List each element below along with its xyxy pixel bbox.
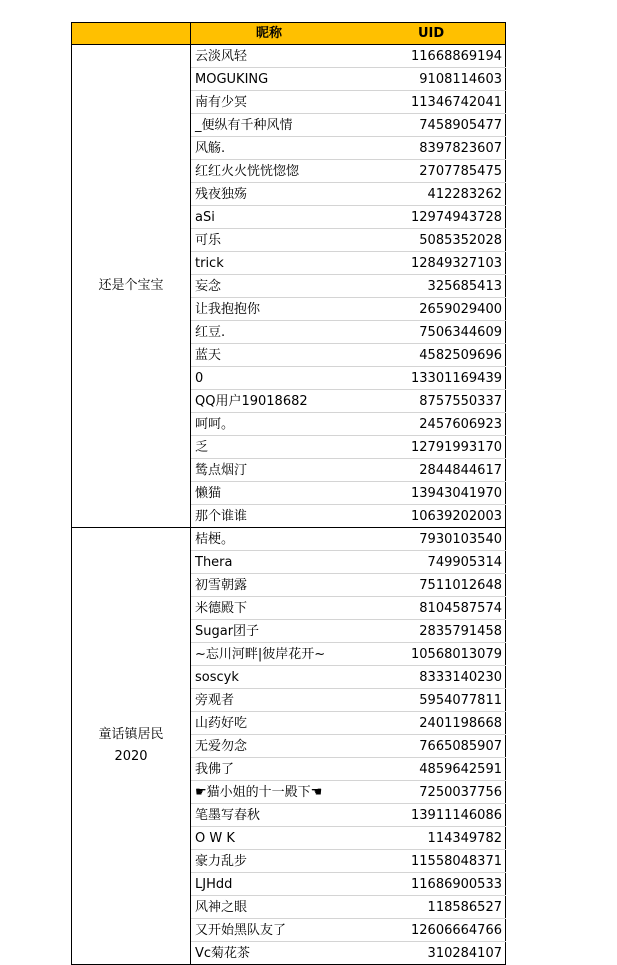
nickname-cell: 蓝天 <box>191 344 376 367</box>
nickname-cell: 红豆. <box>191 321 376 344</box>
uid-cell: 7250037756 <box>375 781 506 804</box>
uid-cell: 7930103540 <box>375 528 506 551</box>
nickname-cell: 初雪朝露 <box>191 574 376 597</box>
nickname-cell: 我佛了 <box>191 758 376 781</box>
uid-cell: 2401198668 <box>375 712 506 735</box>
uid-cell: 2707785475 <box>375 160 506 183</box>
nickname-cell: 鸶点烟汀 <box>191 459 376 482</box>
uid-cell: 13943041970 <box>375 482 506 505</box>
table-row <box>72 528 506 551</box>
nickname-cell: 云淡风轻 <box>191 45 376 68</box>
nickname-cell: QQ用户19018682 <box>191 390 376 413</box>
nickname-cell: 南有少冥 <box>191 91 376 114</box>
uid-cell: 5085352028 <box>375 229 506 252</box>
uid-cell: 8333140230 <box>375 666 506 689</box>
nickname-cell: 米德殿下 <box>191 597 376 620</box>
uid-cell: 2835791458 <box>375 620 506 643</box>
nickname-cell: 0 <box>191 367 376 390</box>
nickname-cell: ~忘川河畔|彼岸花开~ <box>191 643 376 666</box>
uid-cell: 13301169439 <box>375 367 506 390</box>
uid-cell: 10568013079 <box>375 643 506 666</box>
header-group-cell <box>72 23 191 45</box>
nickname-cell: 那个谁谁 <box>191 505 376 528</box>
uid-cell: 7665085907 <box>375 735 506 758</box>
uid-cell: 118586527 <box>375 896 506 919</box>
uid-cell: 11686900533 <box>375 873 506 896</box>
uid-cell: 11668869194 <box>375 45 506 68</box>
table-body <box>72 23 506 965</box>
uid-cell: 12974943728 <box>375 206 506 229</box>
uid-cell: 412283262 <box>375 183 506 206</box>
uid-cell: 114349782 <box>375 827 506 850</box>
nickname-cell: 无爱勿念 <box>191 735 376 758</box>
uid-cell: 7458905477 <box>375 114 506 137</box>
nickname-cell: MOGUKING <box>191 68 376 91</box>
uid-cell: 11346742041 <box>375 91 506 114</box>
group-name-cell <box>72 45 191 528</box>
uid-cell: 12791993170 <box>375 436 506 459</box>
uid-cell: 749905314 <box>375 551 506 574</box>
uid-cell: 7511012648 <box>375 574 506 597</box>
nickname-cell: O W K <box>191 827 376 850</box>
nickname-cell: 呵呵。 <box>191 413 376 436</box>
nickname-cell: 乏 <box>191 436 376 459</box>
uid-cell: 9108114603 <box>375 68 506 91</box>
uid-cell: 12606664766 <box>375 919 506 942</box>
nickname-cell: Vc菊花茶 <box>191 942 376 965</box>
uid-cell: 8104587574 <box>375 597 506 620</box>
nickname-cell: _便纵有千种风情 <box>191 114 376 137</box>
table-row <box>72 45 506 68</box>
nickname-cell: 又开始黑队友了 <box>191 919 376 942</box>
uid-cell: 5954077811 <box>375 689 506 712</box>
uid-cell: 2844844617 <box>375 459 506 482</box>
nickname-cell: 可乐 <box>191 229 376 252</box>
group-name-line: 童话镇居民 <box>98 727 164 742</box>
nickname-cell: Sugar团子 <box>191 620 376 643</box>
uid-cell: 11558048371 <box>375 850 506 873</box>
nickname-cell: 桔梗。 <box>191 528 376 551</box>
nickname-cell: 旁观者 <box>191 689 376 712</box>
nickname-cell: aSi <box>191 206 376 229</box>
nickname-cell: 山药好吃 <box>191 712 376 735</box>
nickname-cell: 妄念 <box>191 275 376 298</box>
group-name-cell <box>72 528 191 965</box>
nickname-cell: 懒猫 <box>191 482 376 505</box>
uid-cell: 2457606923 <box>375 413 506 436</box>
uid-cell: 13911146086 <box>375 804 506 827</box>
uid-cell: 4582509696 <box>375 344 506 367</box>
nickname-cell: Thera <box>191 551 376 574</box>
uid-cell: 2659029400 <box>375 298 506 321</box>
nickname-cell: 残夜独殇 <box>191 183 376 206</box>
uid-cell: 7506344609 <box>375 321 506 344</box>
header-nickname-label: 昵称 <box>255 26 282 41</box>
nickname-cell: trick <box>191 252 376 275</box>
group-name: 还是个宝宝 <box>98 278 164 293</box>
nickname-cell: 豪力乱步 <box>191 850 376 873</box>
nickname-cell: 风觞. <box>191 137 376 160</box>
uid-cell: 310284107 <box>375 942 506 965</box>
header-nickname-cell <box>191 23 376 45</box>
uid-cell: 8757550337 <box>375 390 506 413</box>
nickname-cell: ☛猫小姐的十一殿下☚ <box>191 781 376 804</box>
nickname-cell: 笔墨写春秋 <box>191 804 376 827</box>
nickname-cell: 让我抱抱你 <box>191 298 376 321</box>
member-table <box>71 22 506 965</box>
nickname-cell: LJHdd <box>191 873 376 896</box>
header-uid-label: UID <box>418 26 445 41</box>
nickname-cell: 红红火火恍恍惚惚 <box>191 160 376 183</box>
nickname-cell: 风神之眼 <box>191 896 376 919</box>
uid-cell: 8397823607 <box>375 137 506 160</box>
uid-cell: 4859642591 <box>375 758 506 781</box>
uid-cell: 12849327103 <box>375 252 506 275</box>
header-uid-cell <box>375 23 506 45</box>
uid-cell: 10639202003 <box>375 505 506 528</box>
uid-cell: 325685413 <box>375 275 506 298</box>
nickname-cell: soscyk <box>191 666 376 689</box>
group-name-line: 2020 <box>114 749 148 764</box>
header-row <box>72 23 506 45</box>
